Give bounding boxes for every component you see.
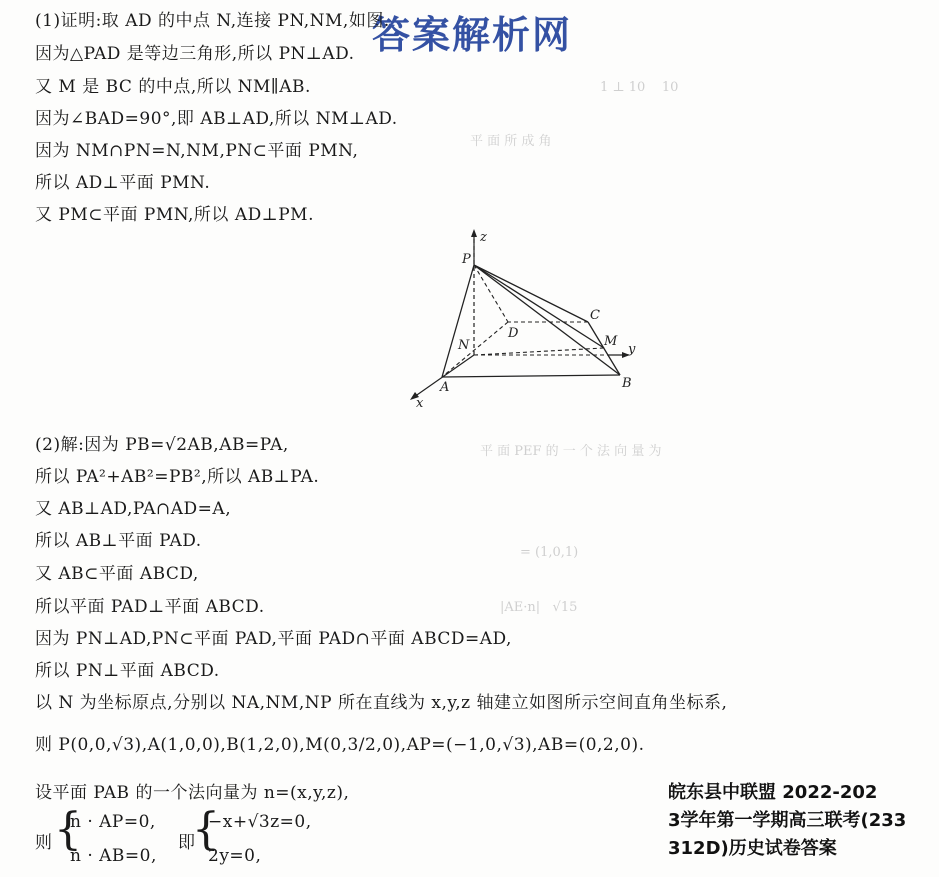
label-x: x [416,396,424,410]
solution-line: 所以 AB⊥平面 PAD. [35,531,202,551]
z-arrow [471,229,477,237]
solution-line: 所以 PA²+AB²=PB²,所以 AB⊥PA. [35,467,320,487]
bleed-text: 1 ⊥ 10 10 [600,80,679,95]
label-z: z [480,230,487,245]
label-b: B [622,376,632,391]
solution-line: (2)解:因为 PB=√2AB,AB=PA, [35,435,289,455]
footer-line: 3学年第一学期高三联考(233 [668,810,907,831]
solution-line: 以 N 为坐标原点,分别以 NA,NM,NP 所在直线为 x,y,z 轴建立如图所示空间直角坐标系, [35,693,728,713]
proof-line: 因为 NM∩PN=N,NM,PN⊂平面 PMN, [35,141,359,161]
brace-left: { [54,804,82,855]
proof-line: 因为∠BAD=90°,即 AB⊥AD,所以 NM⊥AD. [35,109,398,129]
edge-pa [442,265,474,377]
edge-pc [474,265,588,322]
bleed-text: = (1,0,1) [520,545,579,560]
label-p: P [462,252,471,267]
bleed-text: 平 面 PEF 的 一 个 法 向 量 为 [480,444,662,459]
proof-line: 又 PM⊂平面 PMN,所以 AD⊥PM. [35,205,314,225]
label-n: N [458,338,470,353]
solution-line: 所以平面 PAD⊥平面 ABCD. [35,597,265,617]
solution-line: 因为 PN⊥AD,PN⊂平面 PAD,平面 PAD∩平面 ABCD=AD, [35,629,512,649]
brace-right: { [192,804,220,855]
bleed-text: |AE·n| √15 [500,600,578,615]
equation-4: 2y=0, [208,846,262,866]
bleed-text: 平 面 所 成 角 [470,134,552,149]
solution-line: 则 P(0,0,√3),A(1,0,0),B(1,2,0),M(0,3/2,0),AP=(−1,0,√3),AB=(0,2,0). [35,735,645,755]
equation-1: n · AP=0, [70,812,156,832]
edge-pm [474,265,604,348]
label-m: M [604,334,618,349]
label-y: y [628,342,636,357]
label-c: C [590,308,600,323]
solution-line: 所以 PN⊥平面 ABCD. [35,661,220,681]
label-d: D [508,326,519,341]
watermark: 答案解析网 [372,13,573,57]
label-a: A [440,380,450,395]
solution-line: 设平面 PAB 的一个法向量为 n=(x,y,z), [35,783,350,803]
system-prefix: 则 [35,833,53,853]
equation-3: −x+√3z=0, [208,812,312,832]
proof-line: (1)证明:取 AD 的中点 N,连接 PN,NM,如图. [35,11,390,31]
footer-line: 312D)历史试卷答案 [668,838,837,859]
solution-line: 又 AB⊥AD,PA∩AD=A, [35,499,232,519]
edge-ab [442,375,620,377]
proof-line: 所以 AD⊥平面 PMN. [35,173,211,193]
equation-2: n · AB=0, [70,846,157,866]
pyramid-figure [400,225,650,410]
proof-line: 因为△PAD 是等边三角形,所以 PN⊥AD. [35,44,355,64]
footer-line: 皖东县中联盟 2022-202 [668,782,878,803]
proof-line: 又 M 是 BC 的中点,所以 NM∥AB. [35,77,311,97]
system-mid: 即 [178,833,196,853]
edge-da [442,322,508,377]
solution-line: 又 AB⊂平面 ABCD, [35,564,199,584]
